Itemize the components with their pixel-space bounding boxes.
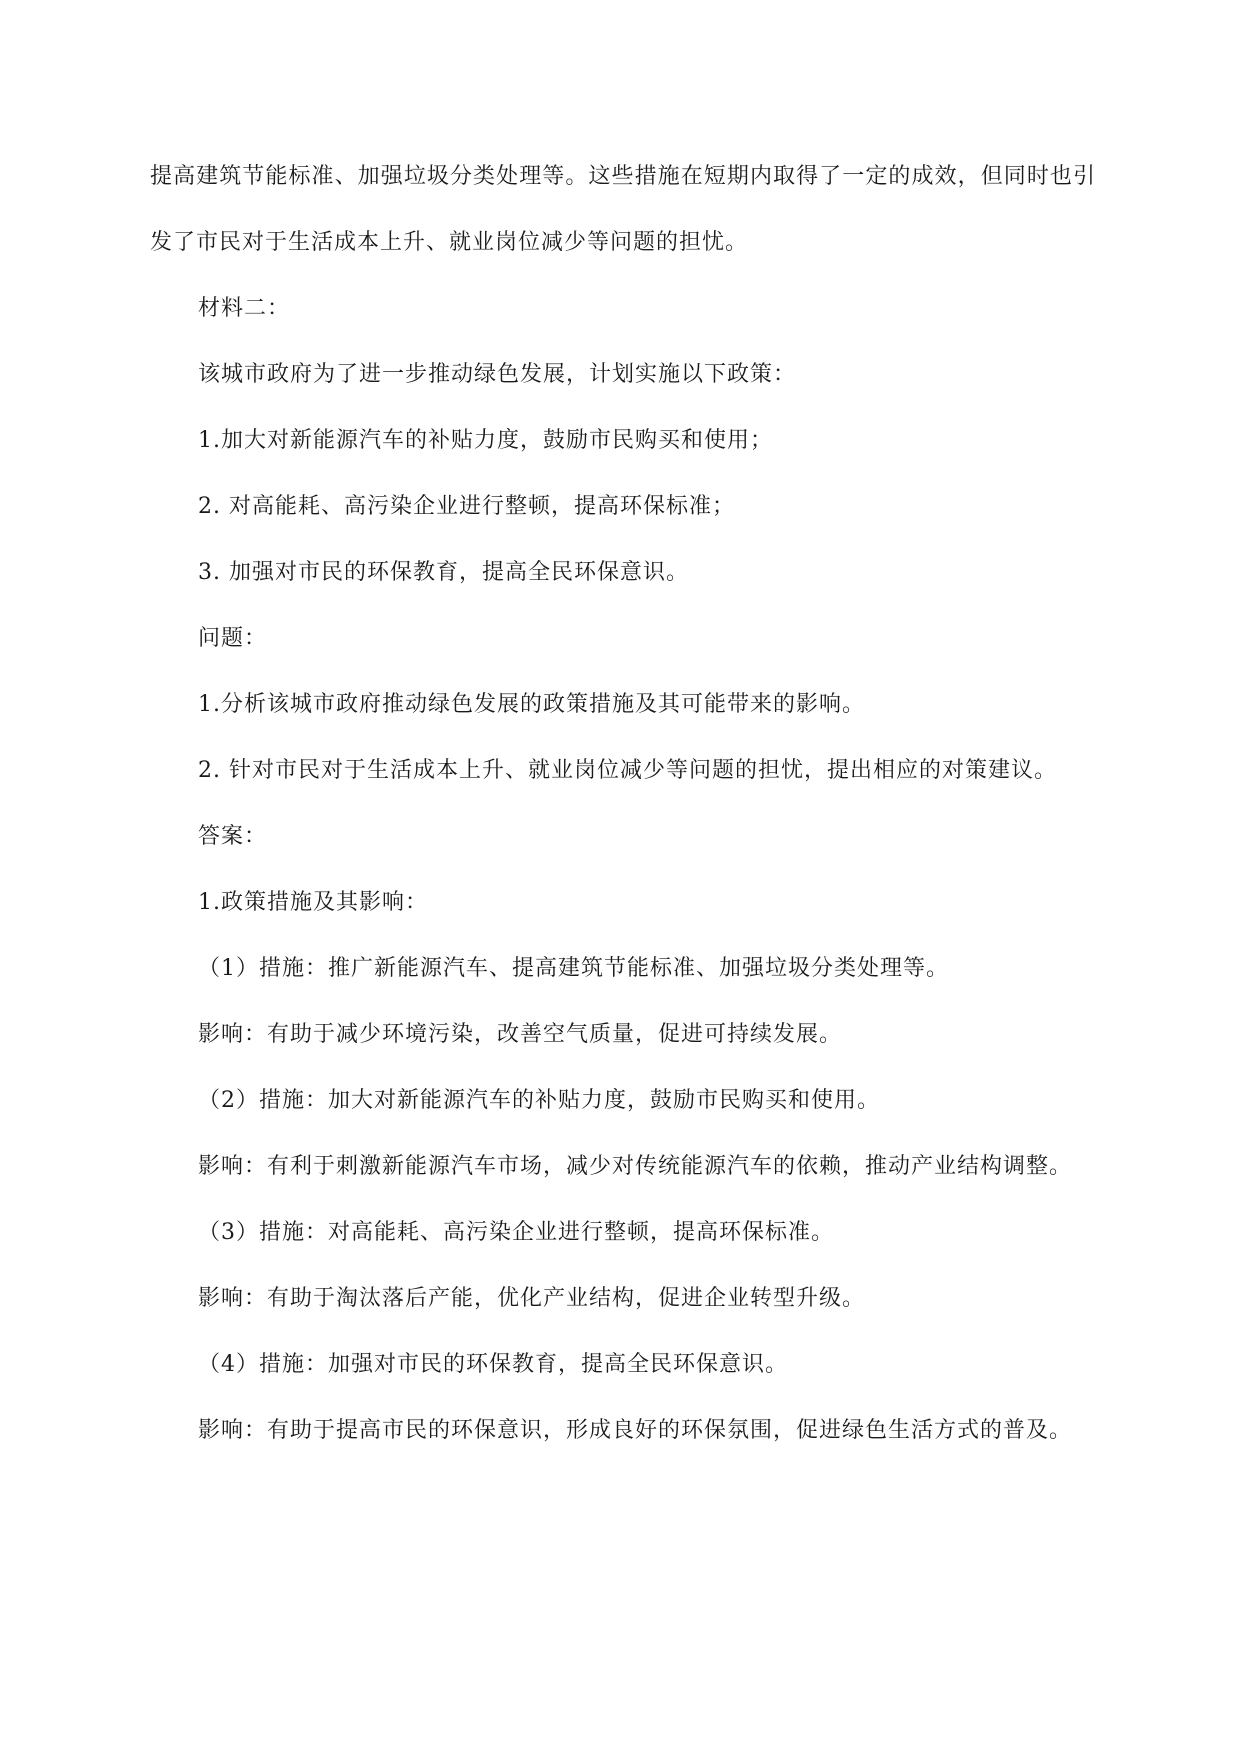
paragraph: （1）措施：推广新能源汽车、提高建筑节能标准、加强垃圾分类处理等。 — [198, 956, 949, 981]
paragraph: 3. 加强对市民的环保教育，提高全民环保意识。 — [198, 560, 689, 585]
paragraph: （4）措施：加强对市民的环保教育，提高全民环保意识。 — [198, 1352, 788, 1377]
paragraph: 提高建筑节能标准、加强垃圾分类处理等。这些措施在短期内取得了一定的成效，但同时也引发了市民对于生活成本上升、就业岗位减少等问题的担忧。 — [150, 164, 1096, 255]
paragraph: 影响：有助于提高市民的环保意识，形成良好的环保氛围，促进绿色生活方式的普及。 — [198, 1418, 1073, 1443]
paragraph: 2. 针对市民对于生活成本上升、就业岗位减少等问题的担忧，提出相应的对策建议。 — [198, 758, 1057, 783]
paragraph: 答案： — [198, 824, 268, 849]
paragraph: 1.政策措施及其影响： — [198, 890, 428, 915]
paragraph: 材料二： — [198, 296, 291, 321]
paragraph: 问题： — [198, 626, 268, 651]
paragraph: 1.加大对新能源汽车的补贴力度，鼓励市民购买和使用； — [198, 428, 773, 453]
paragraph: 2. 对高能耗、高污染企业进行整顿，提高环保标准； — [198, 494, 735, 519]
paragraph: 影响：有利于刺激新能源汽车市场，减少对传统能源汽车的依赖，推动产业结构调整。 — [198, 1154, 1073, 1179]
paragraph: 影响：有助于淘汰落后产能，优化产业结构，促进企业转型升级。 — [198, 1286, 866, 1311]
paragraph: 该城市政府为了进一步推动绿色发展，计划实施以下政策： — [198, 362, 797, 387]
paragraph: （2）措施：加大对新能源汽车的补贴力度，鼓励市民购买和使用。 — [198, 1088, 880, 1113]
document-body — [150, 144, 1096, 1464]
paragraph: （3）措施：对高能耗、高污染企业进行整顿，提高环保标准。 — [198, 1220, 834, 1245]
paragraph: 1.分析该城市政府推动绿色发展的政策措施及其可能带来的影响。 — [198, 692, 865, 717]
paragraph: 影响：有助于减少环境污染，改善空气质量，促进可持续发展。 — [198, 1022, 843, 1047]
